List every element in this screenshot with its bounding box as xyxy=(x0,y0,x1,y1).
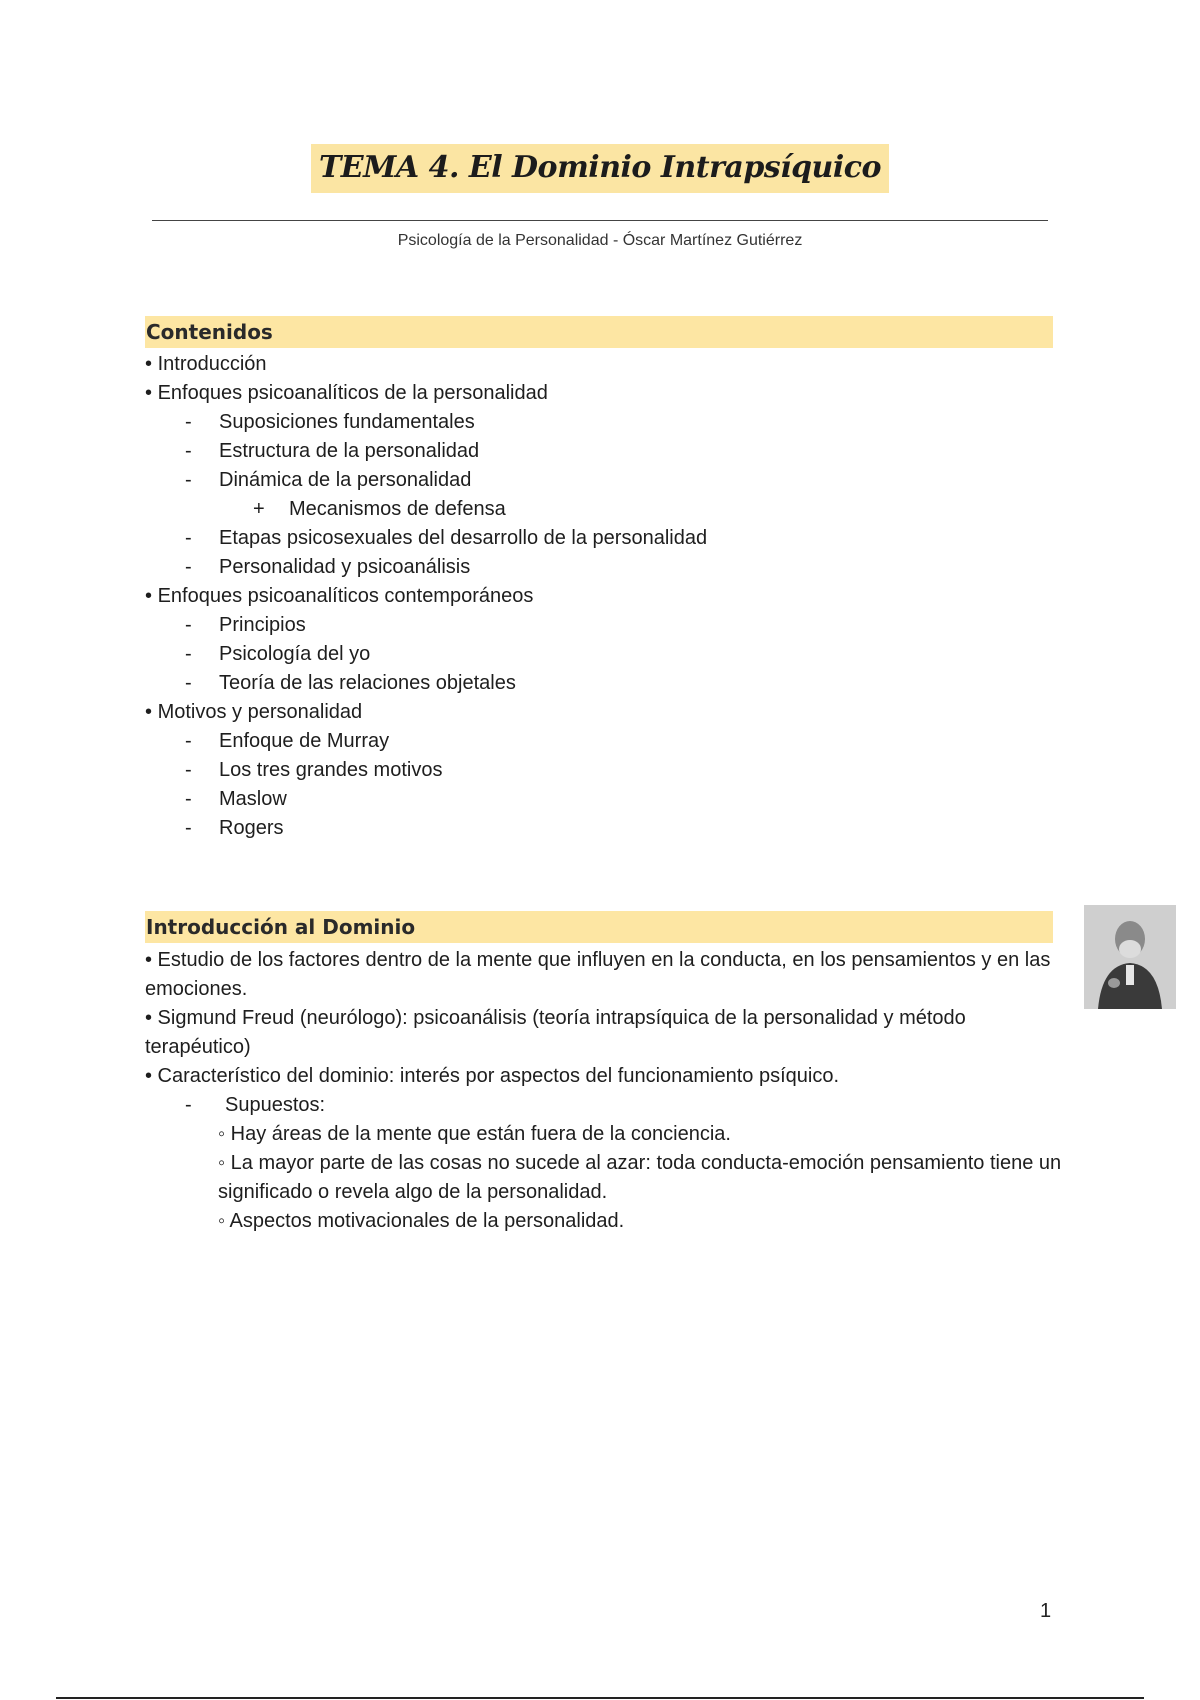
contents-item-text: Estructura de la personalidad xyxy=(219,440,480,462)
contents-item-text: Enfoques psicoanalíticos de la personalidad xyxy=(157,382,548,404)
contents-item-marker: • xyxy=(145,353,153,375)
contents-item xyxy=(145,785,1065,814)
contents-item-marker: - xyxy=(185,730,192,752)
contents-item-marker: • xyxy=(145,701,153,723)
contents-item xyxy=(145,582,1065,611)
contents-item xyxy=(145,698,1065,727)
contents-item-marker: - xyxy=(185,817,192,839)
contents-item-marker: - xyxy=(185,672,192,694)
contents-item-text: Mecanismos de defensa xyxy=(289,498,506,520)
contents-item xyxy=(145,379,1065,408)
contents-item xyxy=(145,437,1065,466)
contents-item xyxy=(145,814,1065,843)
contents-item-marker: • xyxy=(145,382,153,404)
supuesto-1: ◦ Hay áreas de la mente que están fuera de la conciencia. xyxy=(218,1123,731,1145)
supuestos-line xyxy=(145,1091,1065,1120)
contents-item-marker: - xyxy=(185,643,192,665)
intro-paragraph-1: • Estudio de los factores dentro de la mente que influyen en la conducta, en los pensamientos y en las emociones. xyxy=(145,949,1051,1000)
contents-item-marker: - xyxy=(185,788,192,810)
supuesto-2: ◦ La mayor parte de las cosas no sucede al azar: toda conducta-emoción pensamiento tiene un significado o revela algo de la personalidad. xyxy=(218,1152,1062,1203)
header-divider xyxy=(152,220,1048,221)
supuesto-3: ◦ Aspectos motivacionales de la personalidad. xyxy=(218,1210,625,1232)
contents-item xyxy=(145,756,1065,785)
contents-item-text: Personalidad y psicoanálisis xyxy=(219,556,471,578)
intro-paragraph-3: • Característico del dominio: interés por aspectos del funcionamiento psíquico. xyxy=(145,1065,840,1087)
contents-item-marker: • xyxy=(145,585,153,607)
contents-item-text: Teoría de las relaciones objetales xyxy=(219,672,516,694)
contents-item-text: Introducción xyxy=(157,353,267,375)
contents-list xyxy=(145,350,1065,843)
contents-item xyxy=(145,524,1065,553)
contents-item-text: Los tres grandes motivos xyxy=(219,759,443,781)
contents-item-marker: - xyxy=(185,411,192,433)
contents-item-marker: - xyxy=(185,527,192,549)
contents-item xyxy=(145,669,1065,698)
contents-item-text: Rogers xyxy=(219,817,284,839)
intro-body xyxy=(145,946,1065,1236)
supuestos-marker: - xyxy=(185,1094,192,1116)
freud-portrait-image xyxy=(1084,905,1176,1009)
contents-item xyxy=(145,350,1065,379)
page-number: 1 xyxy=(1040,1600,1052,1622)
contents-item-marker: - xyxy=(185,556,192,578)
contents-heading: Contenidos xyxy=(145,316,1053,348)
footer-divider xyxy=(56,1697,1144,1699)
contents-item-text: Enfoques psicoanalíticos contemporáneos xyxy=(157,585,534,607)
contents-item-text: Principios xyxy=(219,614,306,636)
portrait-illustration xyxy=(1084,905,1176,1009)
contents-item-marker: - xyxy=(185,440,192,462)
supuestos-label: Supuestos: xyxy=(225,1094,326,1116)
title-wrapper xyxy=(0,144,1200,193)
contents-item xyxy=(145,495,1065,524)
contents-item-marker: - xyxy=(185,759,192,781)
contents-item xyxy=(145,611,1065,640)
contents-item xyxy=(145,408,1065,437)
page-title: TEMA 4. El Dominio Intrapsíquico xyxy=(311,144,889,193)
contents-item-text: Psicología del yo xyxy=(219,643,371,665)
contents-item-marker: + xyxy=(253,498,265,520)
contents-item xyxy=(145,553,1065,582)
contents-item xyxy=(145,640,1065,669)
contents-item-text: Dinámica de la personalidad xyxy=(219,469,472,491)
intro-paragraph-2: • Sigmund Freud (neurólogo): psicoanálisis (teoría intrapsíquica de la personalidad y método terapéutico) xyxy=(145,1007,966,1058)
contents-item-text: Etapas psicosexuales del desarrollo de la personalidad xyxy=(219,527,708,549)
contents-item xyxy=(145,466,1065,495)
contents-item-text: Motivos y personalidad xyxy=(157,701,363,723)
contents-item xyxy=(145,727,1065,756)
page-subtitle: Psicología de la Personalidad - Óscar Martínez Gutiérrez xyxy=(397,232,803,249)
contents-item-text: Maslow xyxy=(219,788,287,810)
contents-item-text: Suposiciones fundamentales xyxy=(219,411,475,433)
contents-item-text: Enfoque de Murray xyxy=(219,730,390,752)
contents-item-marker: - xyxy=(185,469,192,491)
contents-item-marker: - xyxy=(185,614,192,636)
intro-heading: Introducción al Dominio xyxy=(145,911,1053,943)
